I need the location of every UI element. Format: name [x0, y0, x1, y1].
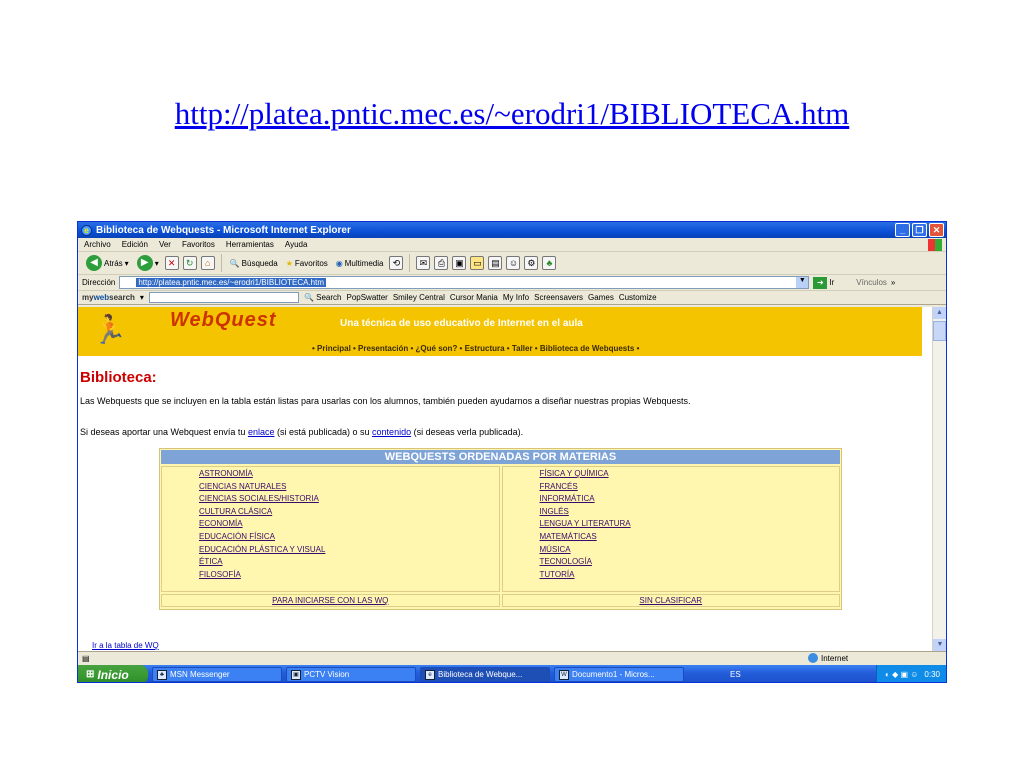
- multimedia-icon: ◉: [335, 258, 343, 268]
- windows-logo-icon: [928, 239, 942, 251]
- stop-icon[interactable]: ✕: [165, 256, 179, 270]
- mywebsearch-toolbar: [78, 291, 946, 305]
- menu-ver[interactable]: Ver: [158, 240, 171, 249]
- page-done-icon: ▤: [82, 654, 90, 663]
- mws-web: web: [93, 293, 110, 302]
- ie-icon: e: [81, 225, 92, 236]
- slide-url-title[interactable]: http://platea.pntic.mec.es/~erodri1/BIBLIOTECA.htm: [174, 96, 850, 131]
- go-button[interactable]: [813, 277, 834, 289]
- clock: 0:30: [924, 670, 940, 679]
- subject-link[interactable]: MÚSICA: [539, 544, 571, 554]
- menu-edicion[interactable]: Edición: [121, 240, 148, 249]
- subject-link[interactable]: CIENCIAS SOCIALES/HISTORIA: [199, 494, 319, 504]
- msn-buddies-icon[interactable]: ♣: [542, 256, 556, 270]
- subject-link[interactable]: INFORMÁTICA: [539, 494, 595, 504]
- address-input[interactable]: [119, 276, 809, 289]
- subject-link[interactable]: INGLÉS: [539, 506, 569, 516]
- task-label: PCTV Vision: [304, 670, 350, 679]
- title-bar: [78, 222, 946, 238]
- subject-link[interactable]: CULTURA CLÁSICA: [199, 506, 273, 516]
- word-icon: W: [559, 670, 569, 680]
- mws-my: my: [82, 293, 94, 302]
- menu-favoritos[interactable]: Favoritos: [181, 240, 215, 249]
- games-button[interactable]: Games: [588, 293, 614, 302]
- task-label: MSN Messenger: [170, 670, 230, 679]
- menu-archivo[interactable]: Archivo: [84, 240, 111, 249]
- subject-link[interactable]: MATEMÁTICAS: [539, 531, 597, 541]
- address-bar: [78, 275, 946, 291]
- window-title: Biblioteca de Webquests - Microsoft Internet Explorer: [96, 224, 351, 236]
- zone-label: Internet: [821, 653, 849, 663]
- sin-clasificar-link[interactable]: SIN CLASIFICAR: [502, 594, 841, 607]
- subject-link[interactable]: FRANCÉS: [539, 481, 578, 491]
- subject-link[interactable]: TUTORÍA: [539, 569, 575, 579]
- intro-paragraph: Las Webquests que se incluyen en la tabla están listas para usarlas con los alumnos, también pueden ayudarnos a diseñar nuestras propias Webquests.: [80, 396, 691, 406]
- webquests-table: [159, 448, 842, 610]
- subject-link[interactable]: EDUCACIÓN FÍSICA: [199, 531, 276, 541]
- search-label: Búsqueda: [241, 258, 278, 268]
- start-button[interactable]: [78, 665, 148, 683]
- menu-bar: [78, 238, 946, 252]
- settings-icon[interactable]: ⚙: [524, 256, 538, 270]
- cursor-mania-button[interactable]: Cursor Mania: [449, 293, 498, 302]
- go-arrow-icon: ➜: [813, 277, 827, 289]
- subject-link[interactable]: TECNOLOGÍA: [539, 557, 592, 567]
- contenido-link[interactable]: contenido: [372, 427, 412, 437]
- tray-icons[interactable]: ◐ ◆ ▣ ☺: [885, 670, 919, 679]
- back-arrow-icon: ◀: [86, 255, 102, 271]
- webquest-banner: [78, 307, 922, 356]
- toolbar-separator: [221, 254, 222, 272]
- home-icon[interactable]: ⌂: [201, 256, 215, 270]
- links-chevron-icon[interactable]: »: [890, 278, 896, 287]
- discuss-icon[interactable]: ▭: [470, 256, 484, 270]
- address-label: Dirección: [82, 278, 116, 287]
- back-to-table-link[interactable]: Ir a la tabla de WQ: [92, 641, 159, 650]
- mws-dropdown-icon[interactable]: ▾: [139, 293, 144, 302]
- mail-icon[interactable]: ✉: [416, 256, 430, 270]
- go-label: Ir: [829, 278, 835, 287]
- taskbar: [78, 665, 947, 683]
- subjects-left-column: [161, 466, 500, 592]
- system-tray: [876, 665, 947, 683]
- links-label[interactable]: Vínculos: [856, 278, 887, 287]
- mws-search-label: Search: [316, 293, 342, 302]
- forward-dropdown-icon[interactable]: ▾: [154, 258, 159, 268]
- menu-herramientas[interactable]: Herramientas: [225, 240, 274, 249]
- mywebsearch-logo: [82, 293, 135, 302]
- favorites-star-icon: ★: [285, 258, 293, 268]
- subject-link[interactable]: EDUCACIÓN PLÁSTICA Y VISUAL: [199, 544, 326, 554]
- iniciarse-link[interactable]: PARA INICIARSE CON LAS WQ: [161, 594, 500, 607]
- my-info-button[interactable]: My Info: [502, 293, 530, 302]
- task-msn[interactable]: [152, 667, 282, 682]
- scroll-thumb[interactable]: [933, 321, 946, 341]
- subject-link[interactable]: ÉTICA: [199, 557, 223, 567]
- toolbar-separator-2: [409, 254, 410, 272]
- favorites-button[interactable]: [284, 259, 330, 268]
- menu-ayuda[interactable]: Ayuda: [284, 240, 308, 249]
- maximize-button[interactable]: ❐: [912, 223, 927, 237]
- task-ie[interactable]: [420, 667, 550, 682]
- webquest-logo: WebQuest: [170, 309, 277, 331]
- page-heading: Biblioteca:: [80, 369, 157, 386]
- scroll-down-icon[interactable]: ▼: [933, 639, 947, 651]
- mws-search-button[interactable]: 🔍 Search: [303, 293, 342, 302]
- research-icon[interactable]: ▤: [488, 256, 502, 270]
- back-dropdown-icon[interactable]: ▾: [124, 258, 129, 268]
- msn-icon: ♣: [157, 670, 167, 680]
- p2-text-b: (si está publicada) o su: [274, 427, 373, 437]
- subject-link[interactable]: LENGUA Y LITERATURA: [539, 519, 631, 529]
- ie-task-icon: e: [425, 670, 435, 680]
- globe-icon: [808, 653, 818, 663]
- task-word[interactable]: [554, 667, 684, 682]
- browser-window: [77, 221, 947, 683]
- history-icon[interactable]: ⟲: [389, 256, 403, 270]
- enlace-link[interactable]: enlace: [247, 427, 275, 437]
- address-dropdown-icon[interactable]: ▼: [796, 277, 808, 288]
- subject-link[interactable]: FILOSOFÍA: [199, 569, 241, 579]
- forward-arrow-icon: ▶: [137, 255, 153, 271]
- security-zone: [808, 653, 848, 663]
- subject-link[interactable]: ECONOMÍA: [199, 519, 243, 529]
- minimize-button[interactable]: _: [895, 223, 910, 237]
- search-magnifier-icon: 🔍: [229, 258, 240, 268]
- address-url[interactable]: http://platea.pntic.mec.es/~erodri1/BIBLIOTECA.htm: [138, 278, 324, 287]
- messenger-icon[interactable]: ☺: [506, 256, 520, 270]
- start-label: Inicio: [97, 667, 129, 682]
- p2-text-a: Si deseas aportar una Webquest envía tu: [80, 427, 248, 437]
- subjects-right-column: [502, 466, 841, 592]
- windows-flag-icon: ⊞: [86, 669, 95, 680]
- banner-tagline: Una técnica de uso educativo de Internet en el aula: [340, 318, 583, 329]
- task-label: Documento1 - Micros...: [572, 670, 655, 679]
- subject-link[interactable]: CIENCIAS NATURALES: [199, 481, 287, 491]
- search-button[interactable]: [228, 259, 280, 268]
- page-content: [78, 307, 934, 651]
- subject-link[interactable]: ASTRONOMÍA: [199, 469, 253, 478]
- favorites-label: Favoritos: [294, 258, 328, 268]
- close-button[interactable]: ✕: [929, 223, 944, 237]
- multimedia-button[interactable]: [334, 259, 386, 268]
- customize-button[interactable]: Customize: [618, 293, 657, 302]
- vertical-scrollbar[interactable]: [932, 307, 946, 651]
- popswatter-button[interactable]: PopSwatter: [346, 293, 388, 302]
- back-label: Atrás: [104, 258, 123, 268]
- back-button[interactable]: [84, 255, 131, 271]
- smiley-central-button[interactable]: Smiley Central: [392, 293, 445, 302]
- status-bar: [78, 651, 947, 665]
- task-label: Biblioteca de Webque...: [438, 670, 523, 679]
- refresh-icon[interactable]: ↻: [183, 256, 197, 270]
- banner-nav[interactable]: • Principal • Presentación • ¿Qué son? • Estructura • Taller • Biblioteca de Webquests •: [312, 344, 640, 353]
- language-indicator[interactable]: ES: [730, 670, 741, 679]
- subject-link[interactable]: FÍSICA Y QUÍMICA: [539, 469, 609, 478]
- mywebsearch-input[interactable]: [149, 292, 299, 303]
- table-header: WEBQUESTS ORDENADAS POR MATERIAS: [161, 450, 840, 464]
- forward-button[interactable]: [135, 255, 161, 271]
- multimedia-label: Multimedia: [344, 258, 384, 268]
- screensavers-button[interactable]: Screensavers: [534, 293, 584, 302]
- mws-search: search: [109, 293, 135, 302]
- scroll-up-icon[interactable]: ▲: [933, 307, 946, 319]
- task-pctv[interactable]: [286, 667, 416, 682]
- p2-text-c: (si deseas verla publicada).: [411, 427, 524, 437]
- print-icon[interactable]: ⎙: [434, 256, 448, 270]
- contribute-paragraph: [80, 427, 523, 437]
- runner-figure-icon: 🏃: [92, 314, 127, 345]
- tv-icon: ▣: [291, 670, 301, 680]
- edit-icon[interactable]: ▣: [452, 256, 466, 270]
- standard-toolbar: [78, 252, 946, 275]
